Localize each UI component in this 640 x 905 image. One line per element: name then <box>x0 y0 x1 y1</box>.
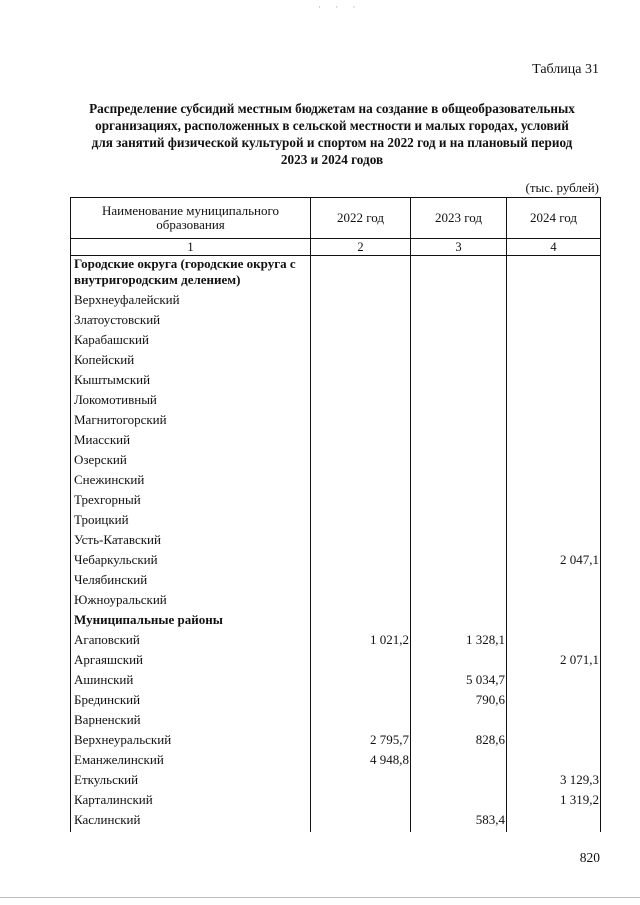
document-title <box>62 100 602 168</box>
value-2022-cell <box>311 592 411 612</box>
value-2022-cell <box>311 472 411 492</box>
table-row <box>71 292 601 312</box>
column-number: 1 <box>71 239 311 256</box>
municipality-name-cell: Верхнеуральский <box>71 732 311 752</box>
municipality-name-cell: Каслинский <box>71 812 311 832</box>
column-header-2022: 2022 год <box>311 198 411 239</box>
table-row <box>71 412 601 432</box>
value-2022-cell <box>311 552 411 572</box>
municipality-name-cell: Варненский <box>71 712 311 732</box>
table-row <box>71 812 601 832</box>
value-2023-cell <box>411 592 507 612</box>
value-2023-cell: 5 034,7 <box>411 672 507 692</box>
value-2022-cell <box>311 352 411 372</box>
value-2024-cell <box>507 452 601 472</box>
municipality-name-cell: Южноуральский <box>71 592 311 612</box>
value-2022-cell <box>311 812 411 832</box>
value-2024-cell <box>507 432 601 452</box>
table-row <box>71 692 601 712</box>
value-2024-cell <box>507 332 601 352</box>
municipality-name-cell: Миасский <box>71 432 311 452</box>
municipality-name-cell: Ашинский <box>71 672 311 692</box>
table-row <box>71 652 601 672</box>
value-2023-cell <box>411 412 507 432</box>
table-row <box>71 772 601 792</box>
value-2022-cell <box>311 372 411 392</box>
municipality-name-cell: Агаповский <box>71 632 311 652</box>
title-line: организациях, расположенных в сельской местности и малых городах, условий <box>95 118 569 133</box>
municipality-name-cell: Локомотивный <box>71 392 311 412</box>
municipality-name-cell: Копейский <box>71 352 311 372</box>
title-line: Распределение субсидий местным бюджетам на создание в общеобразовательных <box>89 101 575 116</box>
value-2024-cell <box>507 692 601 712</box>
value-2022-cell <box>311 532 411 552</box>
municipality-name-cell: Аргаяшский <box>71 652 311 672</box>
value-2022-cell <box>311 292 411 312</box>
table-header-row <box>71 198 601 239</box>
value-2024-cell <box>507 492 601 512</box>
title-line: для занятий физической культурой и спортом на 2022 год и на плановый период <box>91 135 573 150</box>
value-2024-cell <box>507 392 601 412</box>
value-2023-cell: 828,6 <box>411 732 507 752</box>
value-2023-cell <box>411 292 507 312</box>
column-header-2024: 2024 год <box>507 198 601 239</box>
value-2022-cell <box>311 392 411 412</box>
table-row <box>71 352 601 372</box>
value-2024-cell <box>507 732 601 752</box>
value-2023-cell <box>411 452 507 472</box>
value-2024-cell <box>507 812 601 832</box>
value-2023-cell <box>411 512 507 532</box>
municipality-name-cell: Карабашский <box>71 332 311 352</box>
municipality-name-cell: Златоустовский <box>71 312 311 332</box>
column-number: 2 <box>311 239 411 256</box>
value-2022-cell <box>311 452 411 472</box>
value-2023-cell <box>411 312 507 332</box>
value-2023-cell <box>411 792 507 812</box>
municipality-name-cell: Магнитогорский <box>71 412 311 432</box>
group-header-row <box>71 612 601 632</box>
value-2024-cell <box>507 712 601 732</box>
municipality-name-cell: Брединский <box>71 692 311 712</box>
value-2023-cell: 1 328,1 <box>411 632 507 652</box>
table-row <box>71 712 601 732</box>
page-bottom-edge <box>0 897 640 898</box>
value-2022-cell: 4 948,8 <box>311 752 411 772</box>
scan-artifact-dots: · · · <box>318 2 362 12</box>
value-2023-cell: 790,6 <box>411 692 507 712</box>
value-2022-cell <box>311 256 411 293</box>
value-2024-cell <box>507 572 601 592</box>
municipality-name-cell: Верхнеуфалейский <box>71 292 311 312</box>
value-2024-cell <box>507 352 601 372</box>
municipality-name-cell: Трехгорный <box>71 492 311 512</box>
column-number-row <box>71 239 601 256</box>
table-row <box>71 792 601 812</box>
table-row <box>71 532 601 552</box>
table-row <box>71 512 601 532</box>
value-2022-cell <box>311 692 411 712</box>
value-2024-cell <box>507 592 601 612</box>
value-2022-cell <box>311 512 411 532</box>
value-2023-cell <box>411 352 507 372</box>
value-2022-cell <box>311 312 411 332</box>
value-2022-cell <box>311 772 411 792</box>
value-2024-cell: 1 319,2 <box>507 792 601 812</box>
page-number: 820 <box>579 850 600 865</box>
municipality-name-cell: Чебаркульский <box>71 552 311 572</box>
municipality-name-cell: Еткульский <box>71 772 311 792</box>
value-2024-cell <box>507 612 601 632</box>
value-2024-cell <box>507 412 601 432</box>
column-number: 3 <box>411 239 507 256</box>
value-2022-cell <box>311 332 411 352</box>
value-2022-cell <box>311 792 411 812</box>
value-2024-cell <box>507 312 601 332</box>
municipality-name-cell: Троицкий <box>71 512 311 532</box>
table-body <box>71 256 601 833</box>
table-row <box>71 592 601 612</box>
value-2024-cell <box>507 372 601 392</box>
value-2024-cell <box>507 532 601 552</box>
column-number: 4 <box>507 239 601 256</box>
table-row <box>71 312 601 332</box>
table-row <box>71 472 601 492</box>
table-row <box>71 672 601 692</box>
table-row <box>71 752 601 772</box>
table-row <box>71 552 601 572</box>
value-2024-cell: 2 071,1 <box>507 652 601 672</box>
municipality-name-cell: Усть-Катавский <box>71 532 311 552</box>
table-row <box>71 432 601 452</box>
column-header-name: Наименование муниципального образования <box>71 198 311 239</box>
value-2023-cell <box>411 332 507 352</box>
value-2022-cell <box>311 612 411 632</box>
table-row <box>71 372 601 392</box>
value-2024-cell <box>507 512 601 532</box>
value-2023-cell <box>411 552 507 572</box>
table-row <box>71 332 601 352</box>
value-2024-cell <box>507 256 601 293</box>
subsidy-table <box>70 197 601 832</box>
value-2022-cell <box>311 652 411 672</box>
municipality-name-cell: Карталинский <box>71 792 311 812</box>
value-2024-cell <box>507 632 601 652</box>
value-2024-cell <box>507 292 601 312</box>
value-2023-cell <box>411 772 507 792</box>
municipality-name-cell: Еманжелинский <box>71 752 311 772</box>
table-number: Таблица 31 <box>532 62 599 77</box>
value-2024-cell <box>507 672 601 692</box>
value-2022-cell <box>311 412 411 432</box>
value-2024-cell: 2 047,1 <box>507 552 601 572</box>
municipality-name-cell: Челябинский <box>71 572 311 592</box>
municipality-name-cell: Городские округа (городские округа с внутригородским делением) <box>71 256 311 293</box>
table-row <box>71 392 601 412</box>
value-2023-cell <box>411 752 507 772</box>
units-label: (тыс. рублей) <box>525 180 599 195</box>
municipality-name-cell: Озерский <box>71 452 311 472</box>
municipality-name-cell: Снежинский <box>71 472 311 492</box>
table-row <box>71 572 601 592</box>
value-2023-cell <box>411 712 507 732</box>
municipality-name-cell: Муниципальные районы <box>71 612 311 632</box>
municipality-name-cell: Кыштымский <box>71 372 311 392</box>
value-2022-cell: 2 795,7 <box>311 732 411 752</box>
value-2024-cell: 3 129,3 <box>507 772 601 792</box>
value-2023-cell <box>411 572 507 592</box>
value-2022-cell <box>311 572 411 592</box>
value-2023-cell <box>411 472 507 492</box>
value-2023-cell <box>411 392 507 412</box>
value-2022-cell <box>311 492 411 512</box>
value-2024-cell <box>507 752 601 772</box>
table-row <box>71 492 601 512</box>
title-line: 2023 и 2024 годов <box>280 152 384 167</box>
value-2023-cell <box>411 492 507 512</box>
value-2023-cell: 583,4 <box>411 812 507 832</box>
value-2023-cell <box>411 532 507 552</box>
group-header-row <box>71 256 601 293</box>
value-2023-cell <box>411 432 507 452</box>
value-2023-cell <box>411 256 507 293</box>
value-2022-cell: 1 021,2 <box>311 632 411 652</box>
value-2022-cell <box>311 712 411 732</box>
value-2022-cell <box>311 432 411 452</box>
table-row <box>71 632 601 652</box>
value-2023-cell <box>411 372 507 392</box>
value-2024-cell <box>507 472 601 492</box>
value-2023-cell <box>411 652 507 672</box>
table-row <box>71 452 601 472</box>
table-row <box>71 732 601 752</box>
column-header-2023: 2023 год <box>411 198 507 239</box>
value-2023-cell <box>411 612 507 632</box>
value-2022-cell <box>311 672 411 692</box>
